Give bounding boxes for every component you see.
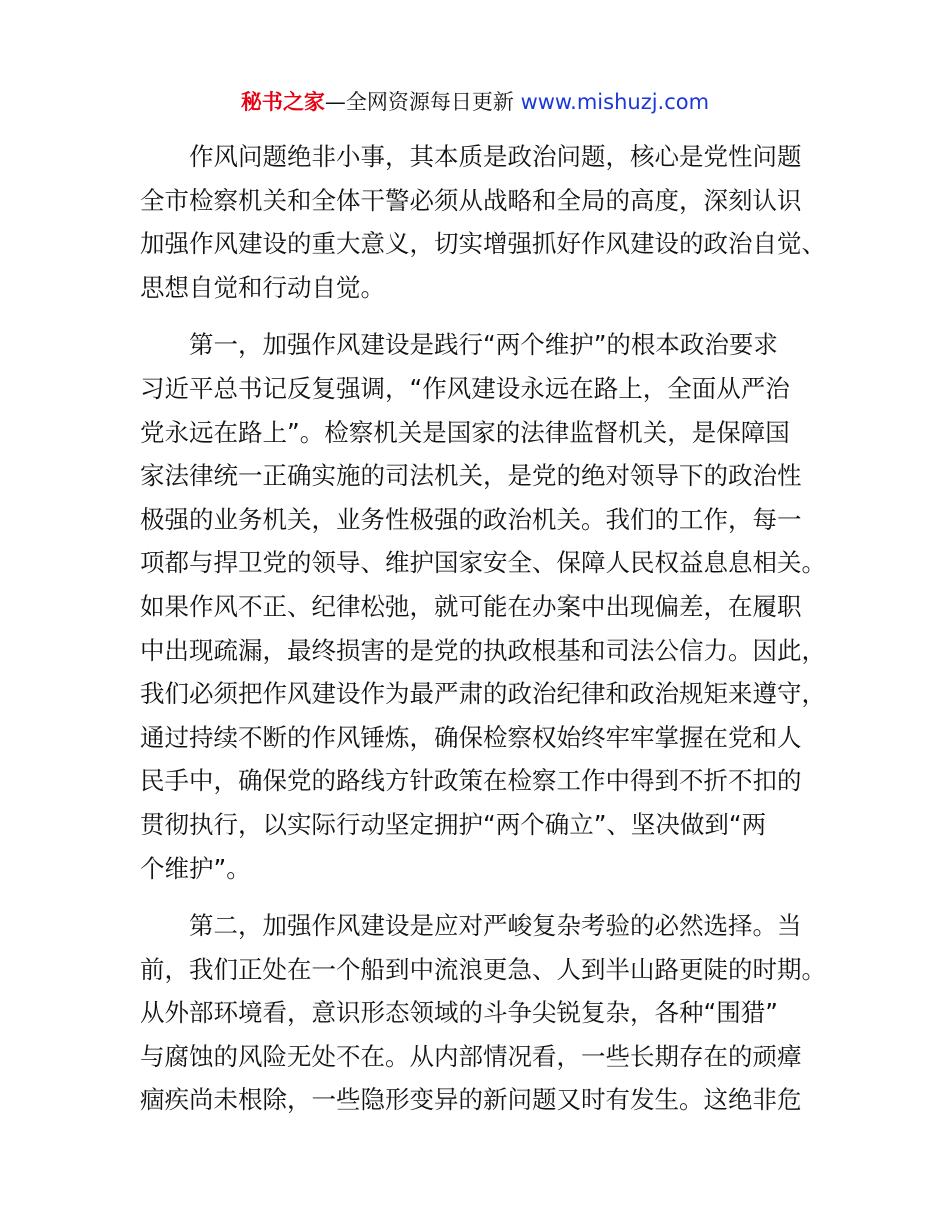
text-line: 如果作风不正、纪律松弛，就可能在办案中出现偏差，在履职: [140, 591, 802, 621]
document-body: [140, 135, 826, 1136]
text-line: 民手中，确保党的路线方针政策在检察工作中得到不折不扣的: [140, 766, 802, 796]
text-line: 第二，加强作风建设是应对严峻复杂考验的必然选择。当: [189, 911, 802, 941]
paragraph-second-point: [140, 904, 826, 1122]
text-line: 思想自觉和行动自觉。: [140, 272, 385, 302]
paragraph-intro: [140, 135, 826, 309]
text-line: 痼疾尚未根除，一些隐形变异的新问题又时有发生。这绝非危: [140, 1085, 802, 1115]
header-tagline: —全网资源每日更新: [324, 90, 514, 114]
text-line: 我们必须把作风建设作为最严肃的政治纪律和政治规矩来遵守，: [140, 679, 826, 709]
text-line: 与腐蚀的风险无处不在。从内部情况看，一些长期存在的顽瘴: [140, 1041, 802, 1071]
text-line: 极强的业务机关，业务性极强的政治机关。我们的工作，每一: [140, 504, 802, 534]
site-header: [0, 86, 950, 118]
text-line: 家法律统一正确实施的司法机关，是党的绝对领导下的政治性: [140, 461, 802, 491]
text-line: 全市检察机关和全体干警必须从战略和全局的高度，深刻认识: [140, 185, 802, 215]
text-line: 习近平总书记反复强调，“作风建设永远在路上，全面从严治: [140, 373, 790, 403]
text-line: 第一，加强作风建设是践行“两个维护”的根本政治要求: [189, 330, 778, 360]
text-line: 加强作风建设的重大意义，切实增强抓好作风建设的政治自觉、: [140, 229, 826, 259]
site-url-link[interactable]: www.mishuzj.com: [520, 90, 710, 114]
text-line: 党永远在路上”。检察机关是国家的法律监督机关，是保障国: [140, 417, 790, 447]
text-line: 贯彻执行，以实际行动坚定拥护“两个确立”、坚决做到“两: [140, 809, 767, 839]
text-line: 作风问题绝非小事，其本质是政治问题，核心是党性问题: [189, 142, 802, 171]
brand-name: 秘书之家: [240, 90, 325, 114]
text-line: 项都与捍卫党的领导、维护国家安全、保障人民权益息息相关。: [140, 548, 826, 578]
text-line: 中出现疏漏，最终损害的是党的执政根基和司法公信力。因此，: [140, 635, 826, 665]
text-line: 前，我们正处在一个船到中流浪更急、人到半山路更陡的时期。: [140, 954, 826, 984]
text-line: 通过持续不断的作风锤炼，确保检察权始终牢牢掌握在党和人: [140, 722, 802, 752]
paragraph-first-point: [140, 323, 826, 890]
text-line: 从外部环境看，意识形态领域的斗争尖锐复杂，各种“围猎”: [140, 998, 778, 1028]
text-line: 个维护”。: [140, 853, 251, 883]
